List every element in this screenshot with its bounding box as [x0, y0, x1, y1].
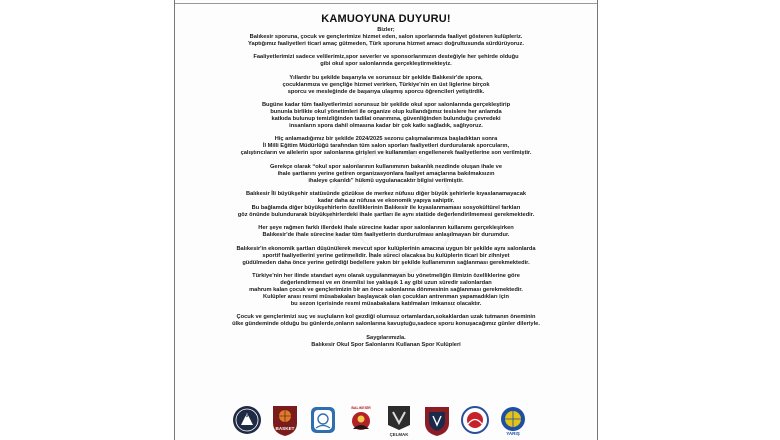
text-line: Saygılarımızla.	[366, 334, 406, 341]
balikesir-basket-logo	[270, 403, 300, 437]
paragraph	[181, 246, 591, 267]
basket-logo-text: BASKET	[275, 426, 295, 431]
text-line: ihale şartlarını yerine getiren organizasyonlara faaliyet amaçlarına bakılmaksızın	[277, 170, 495, 177]
text-line: İl Milli Eğitim Müdürlüğü tarafından tüm salon sporları faaliyetleri durdurularak sporcuların,	[262, 143, 510, 150]
text-line: Balıkesir sporuna, çocuk ve gençlerimize hizmet eden, salon sporlarında faaliyet gösteren kulüpleriz.	[249, 34, 523, 41]
paragraph	[181, 191, 591, 219]
text-line: Kulüpler arası resmi müsabakaları başlayacak olan çocukları antrenman yapamadıkları için	[263, 294, 509, 301]
text-line: Türkiye'nin her ilinde standart aynı olarak uygulanmayan bu yönetmeliğin ilimizin özelliklerine göre	[252, 272, 520, 279]
text-line: ülke gündeminde olduğu bu günlerde,onların salonlarına kavuştuğu,sadece sporu konuşacağımız günler dileriyle.	[232, 321, 540, 328]
text-line: Balıkesir'in ekonomik şartları düşünülerek mevcut spor kulüplerinin amacına uygun bir şekilde aynı salonlarda	[236, 245, 536, 252]
paragraph	[181, 102, 591, 130]
text-line: Bu bağlamda diğer büyükşehirlerin özelliklerinin Balıkesir ile kıyaslanmaması sosyokültürel farkları	[251, 205, 521, 212]
arka-logo-text: ARKA	[240, 413, 254, 418]
balikesir-logo-text: BALIKESİR	[351, 406, 371, 410]
text-line: katkıda bulunup temizliğinden tadilat onarımına, güvenliğinden bulunduğu çevredeki	[271, 116, 501, 123]
paragraph	[181, 54, 591, 68]
paragraph	[181, 225, 591, 239]
text-line: insanların spora dahil olmasına kadar bir çok katkı sağladık, sağlıyoruz.	[289, 123, 483, 130]
blue-club-logo	[308, 403, 338, 437]
text-line: çalıştırıcıların ve ailelerin spor salonlarına girişleri ve kullanımları engellenerek faaliyetlerine son verilmiştir.	[240, 150, 532, 157]
paragraph	[181, 273, 591, 308]
text-line: Faaliyetlerimizi sadece velilerimiz,spor severler ve sponsorlarımızın desteğiyle her şehirde olduğu	[253, 54, 519, 61]
red-shield-logo	[422, 403, 452, 437]
paragraph	[181, 314, 591, 328]
announcement-document	[174, 0, 598, 440]
circle-club-logo	[460, 403, 490, 437]
text-line: Bizler;	[377, 27, 395, 33]
text-line: gibi okul spor salonlarında gerçekleştirmekteyiz.	[320, 61, 452, 68]
text-line: sporcu ve mesleğinde de başarıya ulaşmış sporcu öğrencileri yetiştirdik.	[287, 88, 485, 95]
celmak-logo	[384, 403, 414, 437]
yaris-logo-text: YARIŞ	[506, 431, 520, 436]
text-line: Gerekçe olarak “okul spor salonlarının kullanımının bakanlık nezdinde oluşan ihale ve	[270, 163, 502, 170]
text-line: Bugüne kadar tüm faaliyetlerimizi sorunsuz bir şekilde okul spor salonlarında gerçekleştirip	[261, 101, 511, 108]
paragraph	[181, 335, 591, 349]
yaris-logo	[498, 403, 528, 437]
arka-logo	[232, 403, 262, 437]
text-line: göz önünde bulundurarak büyükşehirlerdeki ihale şartları ile aynı statüde değerlendirilmemesi gerekmektedir.	[237, 212, 535, 219]
text-line: sportif faaliyetlerini yerine getirmelidir. İhale süreci olacaksa bu kulüplerin ticari bir zihniyet	[262, 252, 510, 259]
text-line: Hiç anlamadığımız bir şekilde 2024/2025 sezonu çalışmalarımıza başladıktan sonra	[274, 136, 498, 143]
text-line: bu sezon içerisinde resmi müsabakalara katılmaları imkansız olacaktır.	[290, 301, 482, 308]
document-body	[181, 27, 591, 355]
text-line: Yıllardır bu şekilde başarıyla ve sorunsuz bir şekilde Balıkesir'de spora,	[289, 74, 483, 81]
text-line: değerlendirmesi ve en önemlisi ise yaklaşık 1 ay gibi uzun süredir salonlardan	[280, 280, 492, 286]
paragraph	[181, 164, 591, 185]
celmak-logo-text: ÇELMAK	[389, 432, 409, 437]
text-line: bununla birlikte okul yönetimleri ile organize olup kullandığımız tesislere her anlamda	[270, 108, 502, 115]
text-line: Balıkesir İli büyükşehir statüsünde gözükse de merkez nüfusu diğer büyük şehirlerle kıyaslanamayacak	[245, 190, 527, 197]
paragraph	[181, 136, 591, 157]
paragraph	[181, 75, 591, 96]
text-line: Balıkesir Okul Spor Salonlarını Kullanan Spor Kulüpleri	[311, 341, 461, 348]
text-line: Balıkesir'de ihale sürecine kadar tüm faaliyetlerin durdurulması anlaşılmayan bir durumdur.	[262, 232, 510, 239]
club-logos-row	[175, 403, 597, 439]
text-line: çocuklarımıza ve gençliğe hizmet verirken, Türkiye'nin en üst liglerine birçok	[282, 81, 490, 88]
paragraph	[181, 27, 591, 48]
text-line: güdülmeden daha önce yerine getirdiği bedellere yakın bir şekilde kullanımının sağlanması gerekmektedir.	[242, 259, 530, 266]
text-line: Çocuk ve gençlerimizi suç ve suçluların kol gezdiği olumsuz ortamlardan,sokaklardan uzak tutmanın öneminin	[236, 314, 536, 321]
text-line: kadar daha az nüfusa ve ekonomik yapıya sahiptir.	[317, 198, 455, 205]
text-line: Her şeye rağmen farklı illerdeki ihale sürecine kadar spor salonlarının kullanımı gerçekleşirken	[258, 225, 514, 232]
document-title: KAMUOYUNA DUYURU!	[321, 13, 451, 25]
text-line: mahrum kalan çocuk ve gençlerimizin bir an önce salonlarına dönmesinin sağlanması gerekmektedir.	[249, 287, 523, 294]
balikesir-club-logo	[346, 403, 376, 437]
text-line: ihaleye çıkarıldı” hükmü uygulanacaktır bilgisi verilmiştir.	[308, 177, 464, 184]
text-line: Yaptığımız faaliyetleri ticari amaç gütmeden, Türk sporuna hizmet amacı doğrultusunda sürdürüyoruz.	[248, 41, 524, 48]
